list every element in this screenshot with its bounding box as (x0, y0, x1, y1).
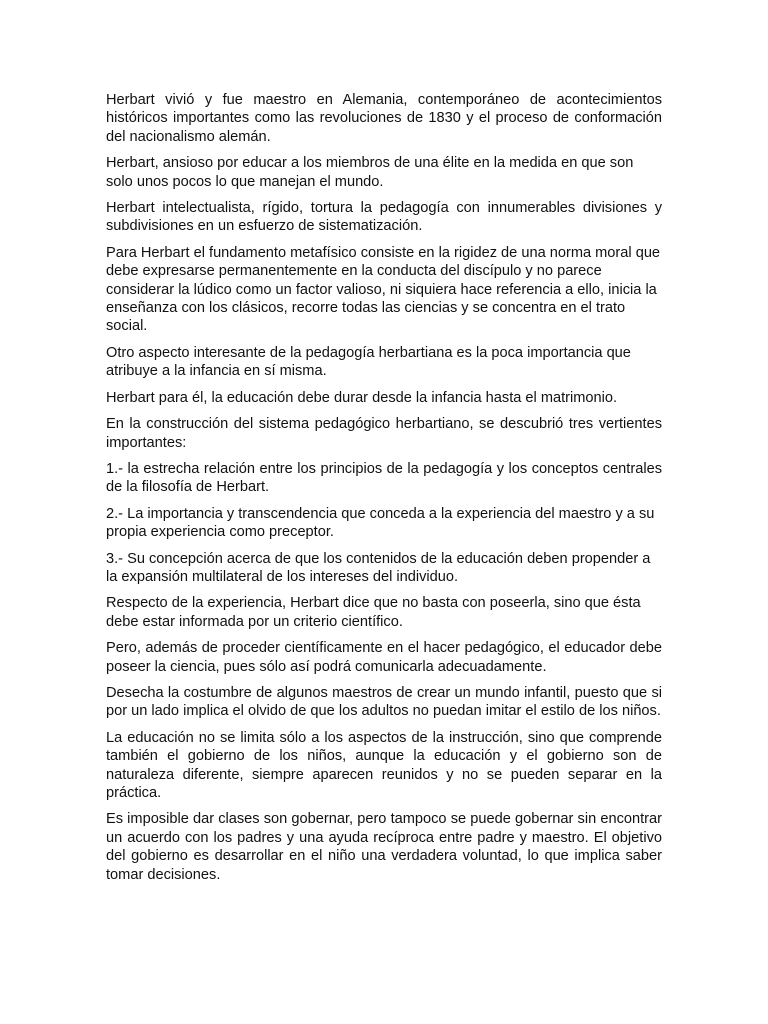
paragraph-2: Herbart, ansioso por educar a los miembros de una élite en la medida en que son solo unos pocos lo que manejan el mundo. (106, 155, 634, 190)
paragraph-14: La educación no se limita sólo a los aspectos de la instrucción, sino que comprende también el gobierno de los niños, aunque la educación y el gobierno son de naturaleza diferente, siempre aparecen reunidos y no se pueden separar en la práctica. (106, 729, 662, 801)
paragraph-11: Respecto de la experiencia, Herbart dice que no basta con poseerla, sino que ésta debe estar informada por un criterio científico. (106, 595, 641, 630)
paragraph-9: 2.- La importancia y transcendencia que conceda a la experiencia del maestro y a su propia experiencia como preceptor. (106, 505, 655, 541)
paragraph-13: Desecha la costumbre de algunos maestros de crear un mundo infantil, puesto que si por un lado implica el olvido de que los adultos no puedan imitar el estilo de los niños. (106, 684, 662, 720)
paragraph-15: Es imposible dar clases son gobernar, pero tampoco se puede gobernar sin encontrar un acuerdo con los padres y una ayuda recíproca entre padre y maestro. El objetivo del gobierno es desarrollar en el niño una verdadera voluntad, lo que implica saber tomar decisiones. (106, 811, 662, 883)
paragraph-6: Herbart para él, la educación debe durar desde la infancia hasta el matrimonio. (106, 389, 618, 406)
paragraph-5: Otro aspecto interesante de la pedagogía herbartiana es la poca importancia que atribuye a la infancia en sí misma. (106, 344, 631, 380)
paragraph-12: Pero, además de proceder científicamente en el hacer pedagógico, el educador debe poseer la ciencia, pues sólo así podrá comunicarla adecuadamente. (106, 640, 662, 675)
paragraph-4: Para Herbart el fundamento metafísico consiste en la rigidez de una norma moral que debe expresarse permanentemente en la conducta del discípulo y no parece considerar la lúdico como un factor valioso, ni siquiera hace referencia a ello, inicia la enseñanza con los clásicos, recorre todas las ciencias y se concentra en el trato social. (106, 244, 661, 335)
document-page (106, 91, 662, 892)
paragraph-7: En la construcción del sistema pedagógico herbartiano, se descubrió tres vertientes importantes: (106, 416, 662, 451)
paragraph-8: 1.- la estrecha relación entre los principios de la pedagogía y los conceptos centrales de la filosofía de Herbart. (106, 460, 662, 496)
paragraph-3: Herbart intelectualista, rígido, tortura la pedagogía con innumerables divisiones y subdivisiones en un esfuerzo de sistematización. (106, 200, 662, 235)
paragraph-10: 3.- Su concepción acerca de que los contenidos de la educación deben propender a la expansión multilateral de los intereses del individuo. (106, 550, 651, 585)
paragraph-1: Herbart vivió y fue maestro en Alemania, contemporáneo de acontecimientos históricos importantes como las revoluciones de 1830 y el proceso de conformación del nacionalismo alemán. (106, 92, 662, 145)
